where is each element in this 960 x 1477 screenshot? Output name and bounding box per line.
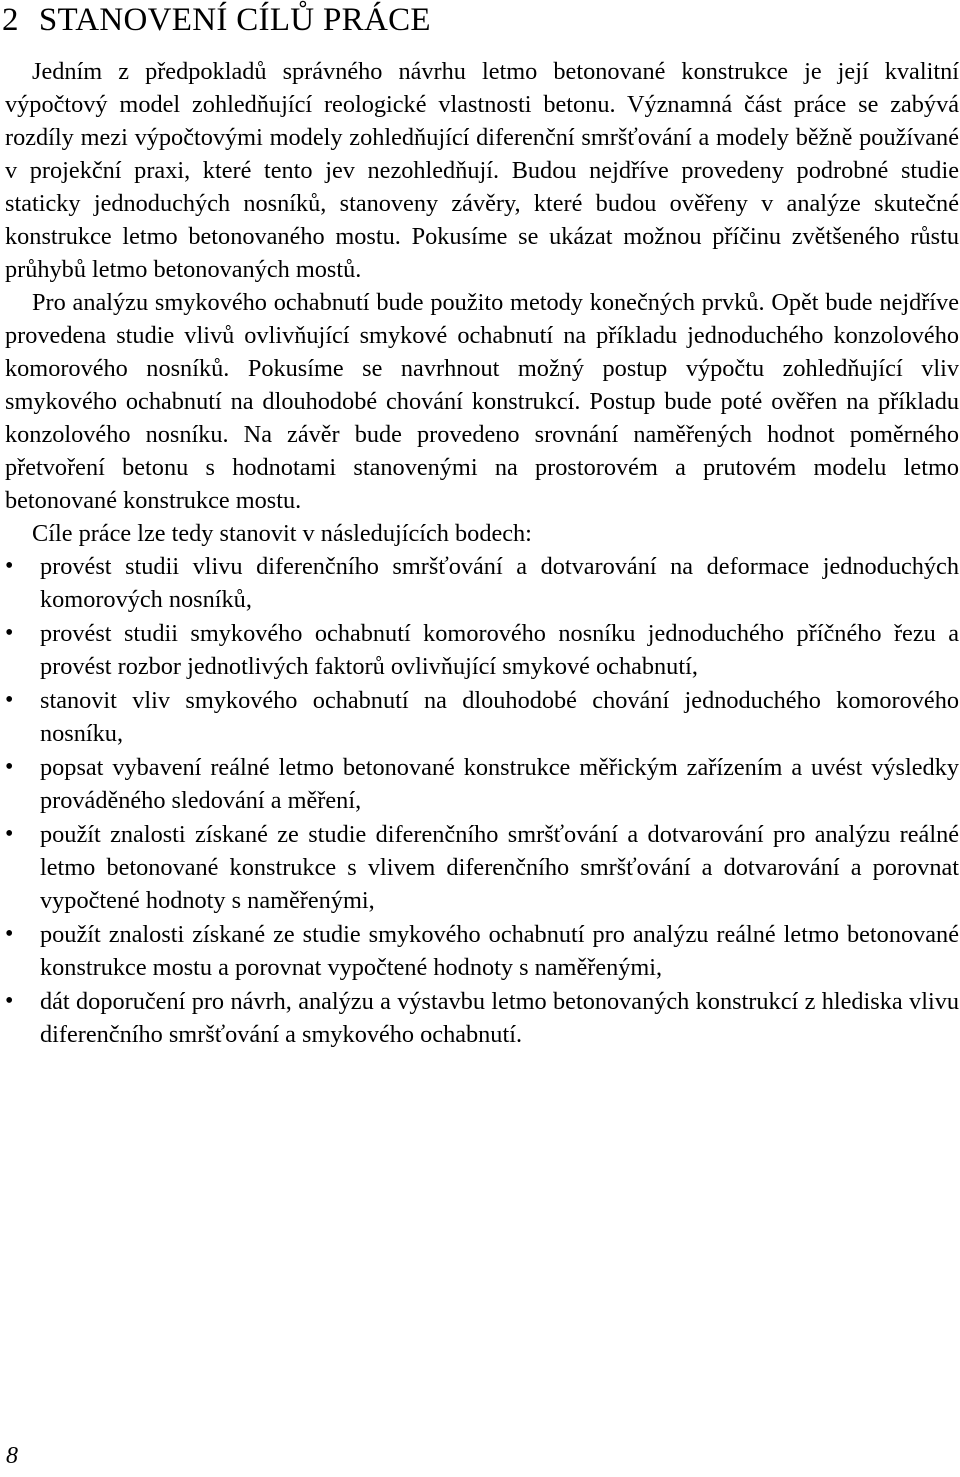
page-number: 8 [6, 1443, 18, 1469]
goal-text: použít znalosti získané ze studie smykového ochabnutí pro analýzu reálné letmo betonované konstrukce mostu a porovnat vypočtené hodnoty s naměřenými, [40, 921, 959, 981]
chapter-title: STANOVENÍ CÍLŮ PRÁCE [38, 2, 431, 38]
list-item [5, 918, 959, 984]
paragraph-reology: Jedním z předpokladů správného návrhu letmo betonované konstrukce je její kvalitní výpočtový model zohledňující reologické vlastnosti betonu. Významná část práce se zabývá rozdíly mezi výpočtovými modely zohledňující diferenční smršťování a modely běžně používané v projekční praxi, které tento jev nezohledňují. Budou nejdříve provedeny podrobné studie staticky jednoduchých nosníků, stanoveny závěry, které budou ověřeny v analýze skutečné konstrukce letmo betonovaného mostu. Pokusíme se ukázat možnou příčinu zvětšeného růstu průhybů letmo betonovaných mostů. [5, 58, 959, 283]
bullet-icon: • [5, 553, 14, 579]
goal-text: provést studii vlivu diferenčního smršťování a dotvarování na deformace jednoduchých komorových nosníků, [40, 553, 959, 613]
chapter-heading [2, 2, 431, 39]
goals-list [5, 550, 959, 1051]
list-item [5, 617, 959, 683]
list-item [5, 751, 959, 817]
goals-intro: Cíle práce lze tedy stanovit v následujících bodech: [32, 520, 532, 547]
goal-text: provést studii smykového ochabnutí komorového nosníku jednoduchého příčného řezu a provést rozbor jednotlivých faktorů ovlivňující smykové ochabnutí, [40, 620, 959, 680]
bullet-icon: • [5, 687, 14, 713]
bullet-icon: • [5, 620, 14, 646]
list-item [5, 818, 959, 917]
chapter-number: 2 [2, 2, 19, 38]
goal-text: dát doporučení pro návrh, analýzu a výstavbu letmo betonovaných konstrukcí z hlediska vlivu diferenčního smršťování a smykového ochabnutí. [40, 988, 959, 1048]
paragraph-shear-lag: Pro analýzu smykového ochabnutí bude použito metody konečných prvků. Opět bude nejdříve provedena studie vlivů ovlivňující smykové ochabnutí na příkladu jednoduchého konzolového komorového nosníků. Pokusíme se navrhnout možný postup výpočtu zohledňující vliv smykového ochabnutí na dlouhodobé chování konstrukcí. Postup bude poté ověřen na příkladu konzolového nosníku. Na závěr bude provedeno srovnání naměřených hodnot poměrného přetvoření betonu s hodnotami stanovenými na prostorovém a prutovém modelu letmo betonované konstrukce mostu. [5, 289, 959, 514]
list-item [5, 550, 959, 616]
list-item [5, 985, 959, 1051]
goal-text: použít znalosti získané ze studie diferenčního smršťování a dotvarování pro analýzu reálné letmo betonované konstrukce s vlivem diferenčního smršťování a dotvarování a porovnat vypočtené hodnoty s naměřenými, [40, 821, 959, 914]
list-item [5, 684, 959, 750]
goal-text: popsat vybavení reálné letmo betonované konstrukce měřickým zařízením a uvést výsledky prováděného sledování a měření, [40, 754, 959, 814]
bullet-icon: • [5, 821, 14, 847]
bullet-icon: • [5, 754, 14, 780]
bullet-icon: • [5, 921, 14, 947]
bullet-icon: • [5, 988, 14, 1014]
chapter-body [5, 55, 959, 1051]
goal-text: stanovit vliv smykového ochabnutí na dlouhodobé chování jednoduchého komorového nosníku, [40, 687, 959, 747]
